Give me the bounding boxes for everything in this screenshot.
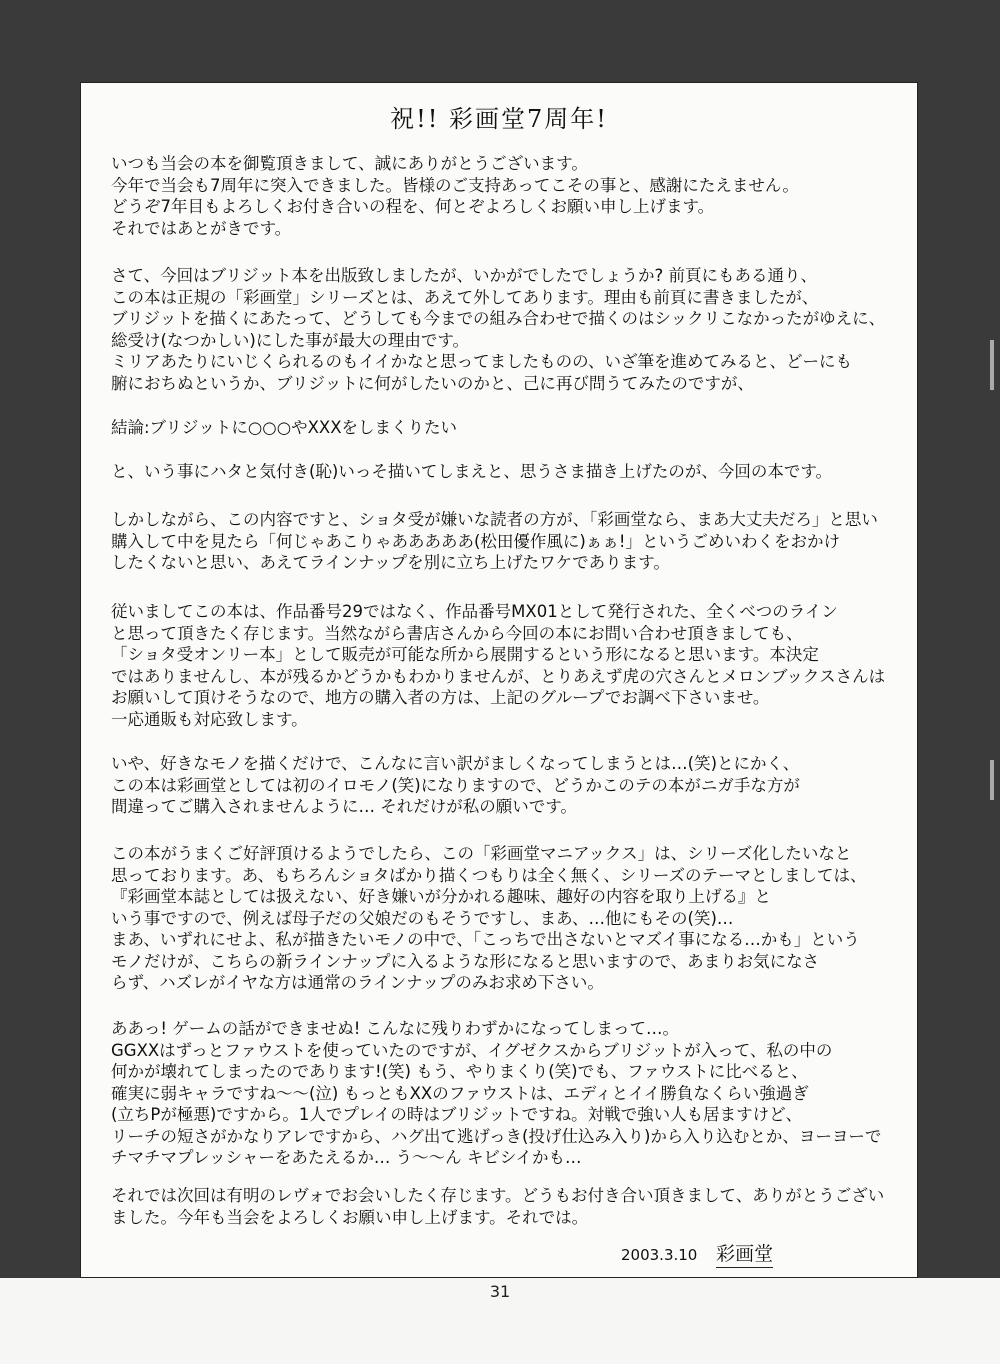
text-line: 「ショタ受オンリー本」として販売が可能な所から展開するという形になると思います。本決定 xyxy=(111,645,819,664)
text-line: 総受け(なつかしい)にした事が最大の理由です。 xyxy=(111,330,470,350)
paragraph-lineup xyxy=(111,601,901,730)
text-line: まあ、いずれにせよ、私が描きたいモノの中で、「こっちで出さないとマズイ事になる…かも」という xyxy=(111,930,860,949)
text-line: いう事ですので、例えば母子だの父娘だのもそうですし、まあ、…他にもその(笑)… xyxy=(111,908,734,928)
text-line: モノだけが、こちらの新ラインナップに入るような形になると思いますので、あまりお気になさ xyxy=(111,951,820,971)
text-line: と思って頂きたく存じます。当然ながら書店さんから今回の本にお問い合わせ頂きましても、 xyxy=(111,623,803,643)
text-line: 。 従いましてこの本は、作品番号29ではなく、作品番号MX01として発行された、全くべつのライン xyxy=(111,601,901,623)
text-line: 確実に弱キャラですね〜〜(泣) もっともXXのファウストは、エディとイイ勝負なくらい強過ぎ xyxy=(111,1083,809,1103)
text-line: この本は彩画堂としては初のイロモノ(笑)になりますので、どうかこのテの本がニガ手な方が xyxy=(111,775,800,795)
text-line: と、いう事にハタと気付き(恥)いっそ描いてしまえと、思うさま描き上げたのが、今回の本です。 xyxy=(111,462,833,481)
text-line: この本は正規の「彩画堂」シリーズとは、あえて外してあります。理由も前頁に書きましたが、 xyxy=(111,287,819,307)
text-line: 今年で当会も7周年に突入できました。皆様のご支持あってこその事と、感謝にたえません。 xyxy=(111,175,799,195)
paragraph-closing xyxy=(111,1185,901,1228)
text-line: 購入して中を見たら「何じゃあこりゃあああああ(松田優作風に)ぁぁ!」というごめいわくをおかけ xyxy=(111,531,840,551)
text-line: らず、ハズレがイヤな方は通常のラインナップのみお求め下さい。 xyxy=(111,973,604,992)
paragraph-about-book xyxy=(111,265,901,394)
text-line: GGXXはずっとファウストを使っていたのですが、イグゼクスからブリジットが入って、私の中の xyxy=(111,1040,833,1060)
text-line: 。 ああっ! ゲームの話ができませぬ! こんなに残りわずかになってしまって…。 xyxy=(111,1018,901,1040)
paragraph-greeting xyxy=(111,153,901,239)
signature-brand: 彩画堂 xyxy=(716,1243,773,1268)
signature xyxy=(621,1239,773,1266)
text-line: どうぞ7年目もよろしくお付き合いの程を、何とぞよろしくお願い申し上げます。 xyxy=(111,197,715,216)
text-line: ブリジットを描くにあたって、どうしても今までの組み合わせで描くのはシックリこなかったがゆえに、 xyxy=(111,309,886,328)
text-line: 。 それでは次回は有明のレヴォでお会いしたく存じます。どうもお付き合い頂きまして、ありがとうござい xyxy=(111,1185,901,1207)
text-line: 一応通販も対応致します。 xyxy=(111,709,308,729)
text-line: 。 さて、今回はブリジット本を出版致しましたが、いかがでしたでしょうか? 前頁にもある通り、 xyxy=(111,265,901,287)
afterword-sheet xyxy=(80,82,918,1278)
paragraph-realization xyxy=(111,461,901,483)
text-line: 思っております。あ、もちろんショタばかり描くつもりは全く無く、シリーズのテーマとしましては、 xyxy=(111,865,867,885)
text-line: それではあとがきです。 xyxy=(111,218,292,238)
text-line: 。 この本がうまくご好評頂けるようでしたら、この「彩画堂マニアックス」は、シリーズ化したいなと xyxy=(111,843,901,865)
text-line: したくないと思い、あえてラインナップを別に立ち上げたワケであります。 xyxy=(111,553,670,572)
signature-date: 2003.3.10 xyxy=(621,1246,698,1264)
text-line: 腑におちぬというか、ブリジットに何がしたいのかと、己に再び問うてみたのですが、 xyxy=(111,373,754,393)
text-line: ではありませんし、本が残るかどうかもわかりませんが、とりあえず虎の穴さんとメロンブックスさんは xyxy=(111,666,886,686)
text-line: (立ちPが極悪)ですから。1人でプレイの時はブリジットですね。対戦で強い人も居ますけど、 xyxy=(111,1105,803,1124)
text-line: 結論:ブリジットに○○○やXXXをしまくりたい xyxy=(111,418,458,437)
text-line: 間違ってご購入されませんように… それだけが私の願いです。 xyxy=(111,797,577,816)
text-line: ミリアあたりにいじくられるのもイイかなと思ってましたものの、いざ筆を進めてみると、どーにも xyxy=(111,352,853,371)
text-line: 。 いや、好きなモノを描くだけで、こんなに言い訳がましくなってしまうとは…(笑)とにかく、 xyxy=(111,753,901,775)
paragraph-game xyxy=(111,1018,901,1169)
text-line: 。 いつも当会の本を御覧頂きまして、誠にありがとうございます。 xyxy=(111,153,901,175)
text-line: お願いして頂けそうなので、地方の購入者の方は、上記のグループでお調べ下さいませ。 xyxy=(111,688,770,707)
scan-edge-mark xyxy=(990,760,994,800)
text-line: 『彩画堂本誌としては扱えない、好き嫌いが分かれる趣味、趣好の内容を取り上げる』と xyxy=(111,887,771,906)
paragraph-excuse xyxy=(111,753,901,818)
paragraph-reason xyxy=(111,509,901,574)
scan-edge-mark xyxy=(990,340,994,390)
text-line: 。 しかしながら、この内容ですと、ショタ受が嫌いな読者の方が、「彩画堂なら、まあ大丈夫だろ」と思い xyxy=(111,509,901,531)
text-line: 何かが壊れてしまったのであります!(笑) もう、やりまくり(笑)でも、ファウストに比べると、 xyxy=(111,1062,808,1081)
page-title: 祝!! 彩画堂7周年! xyxy=(390,105,608,133)
text-line: リーチの短さがかなりアレですから、ハグ出て逃げっき(投げ仕込み入り)から入り込むとか、ヨーヨーで xyxy=(111,1126,882,1146)
text-line: ました。今年も当会をよろしくお願い申し上げます。それでは。 xyxy=(111,1207,589,1227)
paragraph-conclusion xyxy=(111,417,901,439)
text-line: チマチマプレッシャーをあたえるか… う〜〜ん キビシイかも… xyxy=(111,1148,582,1167)
paragraph-series xyxy=(111,843,901,994)
page-number: 31 xyxy=(489,1282,511,1301)
